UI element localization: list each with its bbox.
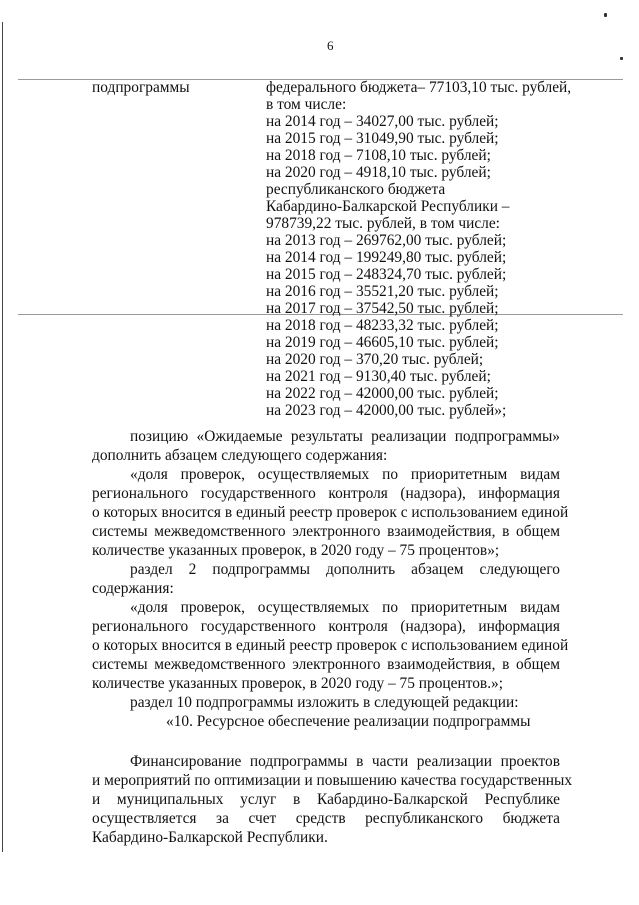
text-line: регионального государственного контроля (надзора), информация <box>92 485 560 502</box>
table-line: на 2014 год – 34027,00 тыс. рублей; <box>266 113 499 130</box>
text-line: раздел 2 подпрограммы дополнить абзацем следующего <box>130 561 560 578</box>
paragraph-expected-results <box>92 427 560 465</box>
table-line: Кабардино-Балкарской Республики – <box>266 198 510 215</box>
table-line: 978739,22 тыс. рублей, в том числе: <box>266 215 500 232</box>
table-left-label: подпрограммы <box>92 79 190 96</box>
text-line: количестве указанных проверок, в 2020 году – 75 процентов»; <box>92 542 500 559</box>
page-number: 6 <box>327 38 334 53</box>
table-line: на 2021 год – 9130,40 тыс. рублей; <box>266 368 491 385</box>
table-line: на 2013 год – 269762,00 тыс. рублей; <box>266 232 507 249</box>
table-line: на 2019 год – 46605,10 тыс. рублей; <box>266 334 499 351</box>
text-line: и муниципальных услуг в Кабардино-Балкарской Республике <box>92 791 560 808</box>
table-line: на 2020 год – 4918,10 тыс. рублей; <box>266 164 491 181</box>
text-line: и мероприятий по оптимизации и повышению качества государственных <box>92 772 573 789</box>
paragraph-section-10: раздел 10 подпрограммы изложить в следующей редакции: <box>130 694 519 711</box>
text-line: о которых вносится в единый реестр проверок с использованием единой <box>92 637 569 654</box>
paragraph-financing <box>92 752 573 847</box>
text-line: Финансирование подпрограммы в части реализации проектов <box>130 753 560 770</box>
text-line: содержания: <box>92 580 174 597</box>
quote-indicator-1 <box>92 465 569 560</box>
scan-speck <box>620 57 623 60</box>
table-line: на 2018 год – 48233,32 тыс. рублей; <box>266 317 499 334</box>
text-line: осуществляется за счет средств республиканского бюджета <box>92 810 560 827</box>
paragraph-section-2 <box>92 560 560 598</box>
text-line: Кабардино-Балкарской Республики. <box>92 829 328 846</box>
table-line: республиканского бюджета <box>266 181 446 198</box>
scan-speck <box>604 13 607 17</box>
table-line: в том числе: <box>266 96 347 113</box>
scan-edge-line <box>2 22 3 852</box>
text-line: позицию «Ожидаемые результаты реализации подпрограммы» <box>130 428 560 445</box>
text-line: о которых вносится в единый реестр проверок с использованием единой <box>92 504 569 521</box>
text-line: «доля проверок, осуществляемых по приоритетным видам <box>130 599 560 616</box>
table-line: на 2015 год – 248324,70 тыс. рублей; <box>266 266 507 283</box>
table-line: на 2023 год – 42000,00 тыс. рублей»; <box>266 402 507 419</box>
text-line: системы межведомственного электронного взаимодействия, в общем <box>92 656 560 673</box>
table-line: на 2020 год – 370,20 тыс. рублей; <box>266 351 484 368</box>
section-heading: «10. Ресурсное обеспечение реализации подпрограммы <box>166 713 531 730</box>
table-line: федерального бюджета– 77103,10 тыс. рублей, <box>266 79 572 96</box>
text-line: дополнить абзацем следующего содержания: <box>92 447 388 464</box>
table-line: на 2018 год – 7108,10 тыс. рублей; <box>266 147 491 164</box>
text-line: системы межведомственного электронного взаимодействия, в общем <box>92 523 560 540</box>
text-line: «доля проверок, осуществляемых по приоритетным видам <box>130 466 560 483</box>
table-line: на 2022 год – 42000,00 тыс. рублей; <box>266 385 499 402</box>
quote-indicator-2 <box>92 598 569 693</box>
text-line: количестве указанных проверок, в 2020 году – 75 процентов.»; <box>92 675 504 692</box>
table-line: на 2014 год – 199249,80 тыс. рублей; <box>266 249 507 266</box>
table-right-cell <box>266 79 571 419</box>
table-line: на 2017 год – 37542,50 тыс. рублей; <box>266 300 499 317</box>
table-line: на 2016 год – 35521,20 тыс. рублей; <box>266 283 499 300</box>
text-line: регионального государственного контроля (надзора), информация <box>92 618 560 635</box>
table-line: на 2015 год – 31049,90 тыс. рублей; <box>266 130 499 147</box>
